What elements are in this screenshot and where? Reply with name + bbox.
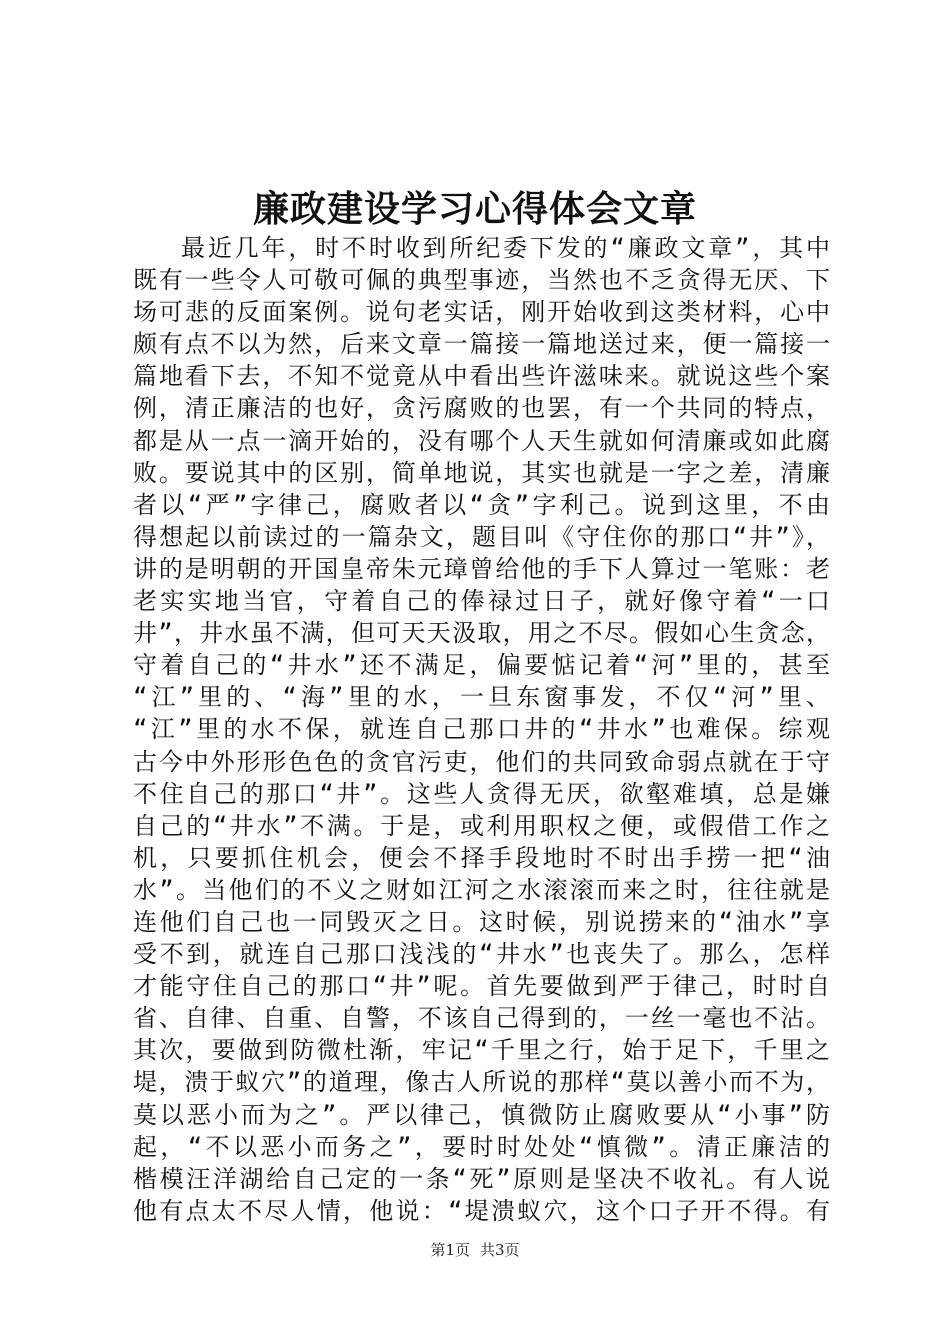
body-line: 其次，要做到防微杜渐，牢记“千里之行，始于足下，千里之 [133,1036,830,1065]
body-line: 既有一些令人可敬可佩的典型事迹，当然也不乏贪得无厌、下 [133,266,830,295]
body-line: 他有点太不尽人情，他说：“堤溃蚁穴，这个口子开不得。有 [133,1196,830,1225]
body-line: 老实实地当官，守着自己的俸禄过日子，就好像守着“一口 [133,587,830,616]
body-line: 例，清正廉洁的也好，贪污腐败的也罢，有一个共同的特点， [133,394,830,423]
body-line: 最近几年，时不时收到所纪委下发的“廉政文章”，其中 [181,234,830,262]
body-line: 起，“不以恶小而务之”，要时时处处“慎微”。清正廉洁的 [133,1132,830,1161]
body-line: 都是从一点一滴开始的，没有哪个人天生就如何清廉或如此腐 [133,426,830,455]
document-title: 廉政建设学习心得体会文章 [252,188,697,230]
body-line: 连他们自己也一同毁灭之日。这时候，别说捞来的“油水”享 [133,907,830,936]
body-line: 败。要说其中的区别，简单地说，其实也就是一字之差，清廉 [133,458,830,487]
body-line: 讲的是明朝的开国皇帝朱元璋曾给他的手下人算过一笔账：老 [133,554,830,583]
body-line: 颇有点不以为然，后来文章一篇接一篇地送过来，便一篇接一 [133,330,830,359]
body-line: “江”里的、“海”里的水，一旦东窗事发，不仅“河”里、 [133,683,830,712]
body-line: 受不到，就连自己那口浅浅的“井水”也丧失了。那么，怎样 [133,940,830,969]
body-line: 篇地看下去，不知不觉竟从中看出些许滋味来。就说这些个案 [133,362,830,391]
body-line: 者以“严”字律己，腐败者以“贪”字利己。说到这里，不由 [133,490,830,519]
body-line: 水”。当他们的不义之财如江河之水滚滚而来之时，往往就是 [133,875,830,904]
body-line: 机，只要抓住机会，便会不择手段地时不时出手捞一把“油 [133,843,830,872]
body-line: 莫以恶小而为之”。严以律己，慎微防止腐败要从“小事”防 [133,1100,830,1129]
body-line: 堤，溃于蚁穴”的道理，像古人所说的那样“莫以善小而不为， [133,1068,830,1097]
article-body [133,232,830,1227]
body-line: 井”，井水虽不满，但可天天汲取，用之不尽。假如心生贪念， [133,619,830,648]
body-line: 得想起以前读过的一篇杂文，题目叫《守住你的那口“井”》， [133,522,830,551]
body-line: 省、自律、自重、自警，不该自己得到的，一丝一毫也不沾。 [133,1004,830,1033]
page-number: 第1页 [430,1241,470,1259]
body-line: 自己的“井水”不满。于是，或利用职权之便，或假借工作之 [133,811,830,840]
body-line: 才能守住自己的那口“井”呢。首先要做到严于律己，时时自 [133,972,830,1001]
body-line: “江”里的水不保，就连自己那口井的“井水”也难保。综观 [133,715,830,744]
page-footer [0,1240,950,1260]
body-line: 守着自己的“井水”还不满足，偏要惦记着“河”里的，甚至 [133,651,830,680]
total-pages: 共3页 [480,1241,520,1259]
body-line: 古今中外形形色色的贪官污吏，他们的共同致命弱点就在于守 [133,747,830,776]
body-line: 场可悲的反面案例。说句老实话，刚开始收到这类材料，心中 [133,298,830,327]
body-line: 楷模汪洋湖给自己定的一条“死”原则是坚决不收礼。有人说 [133,1164,830,1193]
body-line: 不住自己的那口“井”。这些人贪得无厌，欲壑难填，总是嫌 [133,779,830,808]
